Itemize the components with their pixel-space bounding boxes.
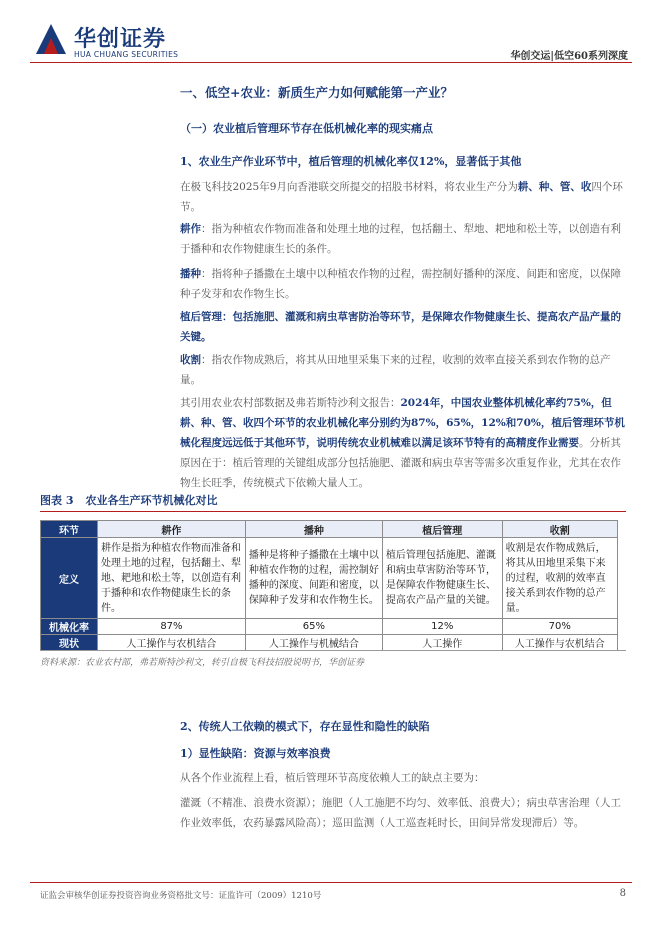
logo-mark-icon: [34, 22, 68, 56]
logo-name: 华创证券: [74, 27, 167, 52]
row-header: 机械化率: [41, 619, 98, 635]
header-divider: [30, 62, 632, 63]
paragraph-tillage: 耕作：指为种植农作物而准备和处理土地的过程，包括翻土、犁地、耙地和松土等，以创造有利于播种和农作物健康生长的条件。: [180, 223, 621, 255]
table-header-row: [41, 521, 618, 538]
table-row-definition: [41, 538, 618, 619]
point-heading: 1、农业生产作业环节中，植后管理的机械化率仅12%，显著低于其他: [180, 155, 522, 168]
column-header: 耕作: [98, 521, 246, 538]
row-header: 定义: [41, 538, 98, 619]
row-header: 现状: [41, 635, 98, 651]
sub-point-heading: 1）显性缺陷：资源与效率浪费: [180, 747, 331, 760]
table-cell: 70%: [502, 619, 617, 635]
column-header: 收割: [502, 521, 617, 538]
table-cell: 人工操作与机械结合: [245, 635, 382, 651]
paragraph-harvest: 收割：指农作物成熟后，将其从田地里采集下来的过程，收割的效率直接关系到农作物的总产量。: [180, 354, 611, 386]
table-corner: 环节: [41, 521, 98, 538]
paragraph-defects-list: 灌溉（不精准、浪费水资源）；施肥（人工施肥不均匀、效率低、浪费大）；病虫草害治理（人工作业效率低，农药暴露风险高）；巡田监测（人工巡查耗时长，田间异常发现滞后）等。: [180, 797, 621, 829]
table-row-status: [41, 635, 618, 651]
company-logo: [34, 20, 179, 64]
table-cell: 87%: [98, 619, 246, 635]
paragraph-defects-intro: 从各个作业流程上看，植后管理环节高度依赖人工的缺点主要为：: [180, 772, 485, 784]
table-cell: 收割是农作物成熟后，将其从田地里采集下来的过程，收割的效率直接关系到农作物的总产量。: [502, 538, 617, 619]
figure-source: 资料来源：农业农村部，弗若斯特沙利文，转引自极飞科技招股说明书，华创证券: [40, 658, 365, 668]
section-heading: 一、低空+农业：新质生产力如何赋能第一产业？: [180, 85, 453, 100]
table-cell: 人工操作: [382, 635, 502, 651]
paragraph-intro: 在极飞科技2025年9月向香港联交所提交的招股书材料，将农业生产分为耕、种、管、收四个环节。: [180, 181, 623, 213]
subsection-heading: （一）农业植后管理环节存在低机械化率的现实痛点: [180, 122, 433, 135]
paragraph-mechanization: 其引用农业农村部数据及弗若斯特沙利文报告：2024年，中国农业整体机械化率约75%，但耕、种、管、收四个环节的农业机械化率分别约为87%，65%，12%和70%，植后管理环节机械化程度远远低于其他环节，说明传统农业机械难以满足该环节特有的高精度作业需要。分析其原因在于：植后管理的关键组成部分包括施肥、灌溉和病虫草害等需多次重复作业，尤其在农作物生长旺季，传统模式下依赖大量人工。: [180, 397, 625, 489]
report-tag: 华创交运|低空60系列深度: [510, 51, 628, 62]
table-cell: 植后管理包括施肥、灌溉和病虫草害防治等环节，是保障农作物健康生长、提高农产品产量的关键。: [382, 538, 502, 619]
figure-divider: [40, 511, 626, 512]
mechanization-table: [40, 520, 618, 651]
source-divider: [40, 650, 626, 651]
table-cell: 人工操作与农机结合: [502, 635, 617, 651]
logo-english-name: HUA CHUANG SECURITIES: [74, 50, 179, 59]
table-row-rate: [41, 619, 618, 635]
table-cell: 耕作是指为种植农作物而准备和处理土地的过程，包括翻土、犁地、耙地和松土等，以创造有利于播种和农作物健康生长的条件。: [98, 538, 246, 619]
paragraph-sowing: 播种：指将种子播撒在土壤中以种植农作物的过程，需控制好播种的深度、间距和密度，以保障种子发芽和农作物生长。: [180, 268, 621, 300]
table-cell: 65%: [245, 619, 382, 635]
license-note: 证监会审核华创证券投资咨询业务资格批文号：证监许可（2009）1210号: [40, 891, 322, 901]
point-heading-2: 2、传统人工依赖的模式下，存在显性和隐性的缺陷: [180, 720, 430, 733]
table-cell: 人工操作与农机结合: [98, 635, 246, 651]
figure-title: 图表 3 农业各生产环节机械化对比: [40, 494, 218, 507]
column-header: 播种: [245, 521, 382, 538]
table-cell: 播种是将种子播撒在土壤中以种植农作物的过程，需控制好播种的深度、间距和密度，以保障种子发芽和农作物生长。: [245, 538, 382, 619]
footer-divider: [30, 882, 632, 883]
page-number: 8: [619, 888, 626, 899]
column-header: 植后管理: [382, 521, 502, 538]
table-cell: 12%: [382, 619, 502, 635]
paragraph-post-planting: 植后管理：包括施肥、灌溉和病虫草害防治等环节，是保障农作物健康生长、提高农产品产量的关键。: [180, 311, 621, 343]
